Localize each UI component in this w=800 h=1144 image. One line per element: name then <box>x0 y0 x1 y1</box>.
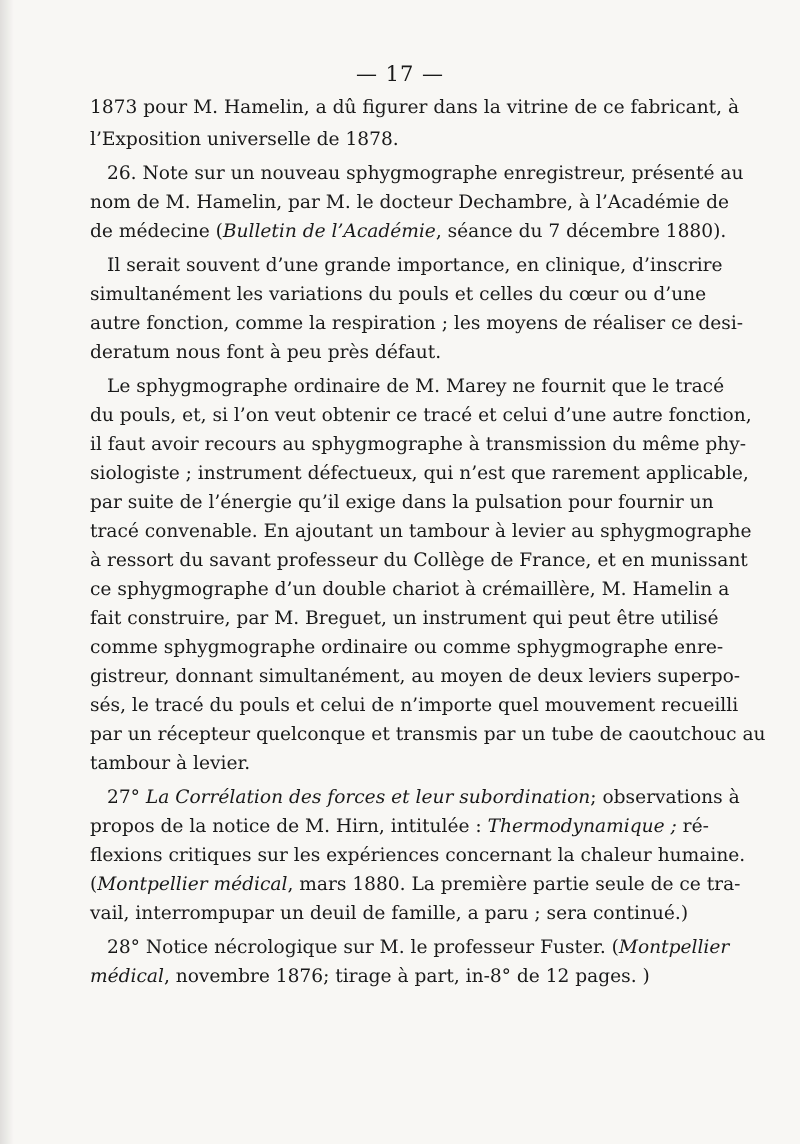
text-line: sés, le tracé du pouls et celui de n’importe quel mouvement recueilli <box>90 695 739 716</box>
text-line: fait construire, par M. Breguet, un instrument qui peut être utilisé <box>90 608 719 629</box>
text-line: nom de M. Hamelin, par M. le docteur Dechambre, à l’Académie de <box>90 192 729 213</box>
page-edge-shadow <box>0 0 14 1144</box>
text-line: tracé convenable. En ajoutant un tambour à levier au sphygmographe <box>90 521 752 542</box>
text-line: gistreur, donnant simultanément, au moyen de deux leviers superpo- <box>90 666 741 687</box>
paragraph-first-line: 26. Note sur un nouveau sphygmographe enregistreur, présenté au <box>107 163 744 184</box>
paragraph-first-line: 28° Notice nécrologique sur M. le professeur Fuster. (Montpellier <box>107 937 730 958</box>
text-line: autre fonction, comme la respiration ; les moyens de réaliser ce desi- <box>90 313 744 334</box>
text-line: à ressort du savant professeur du Collège de France, et en munissant <box>90 550 748 571</box>
text-line: 1873 pour M. Hamelin, a dû figurer dans la vitrine de ce fabricant, à <box>90 97 740 118</box>
text-line: flexions critiques sur les expériences concernant la chaleur humaine. <box>90 845 746 866</box>
text-line: il faut avoir recours au sphygmographe à transmission du même phy- <box>90 434 747 455</box>
text-line: deratum nous font à peu près défaut. <box>90 342 442 363</box>
text-line: médical, novembre 1876; tirage à part, in-8° de 12 pages. ) <box>90 966 650 987</box>
page-number: — 17 — <box>355 62 445 86</box>
text-line: par un récepteur quelconque et transmis par un tube de caoutchouc au <box>90 724 766 745</box>
text-line: l’Exposition universelle de 1878. <box>90 129 399 150</box>
text-line: propos de la notice de M. Hirn, intitulée : Thermodynamique ; ré- <box>90 816 709 837</box>
text-line: simultanément les variations du pouls et celles du cœur ou d’une <box>90 284 707 305</box>
text-line: comme sphygmographe ordinaire ou comme sphygmographe enre- <box>90 637 724 658</box>
text-line: (Montpellier médical, mars 1880. La première partie seule de ce tra- <box>90 874 741 895</box>
text-line: du pouls, et, si l’on veut obtenir ce tracé et celui d’une autre fonction, <box>90 405 752 426</box>
paragraph-first-line: Il serait souvent d’une grande importance, en clinique, d’inscrire <box>107 255 723 276</box>
text-line: de médecine (Bulletin de l’Académie, séance du 7 décembre 1880). <box>90 221 727 242</box>
text-line: vail, interrompupar un deuil de famille, a paru ; sera continué.) <box>90 903 689 924</box>
text-line: ce sphygmographe d’un double chariot à crémaillère, M. Hamelin a <box>90 579 730 600</box>
text-line: par suite de l’énergie qu’il exige dans la pulsation pour fournir un <box>90 492 714 513</box>
paragraph-first-line: Le sphygmographe ordinaire de M. Marey ne fournit que le tracé <box>107 376 725 397</box>
text-line: tambour à levier. <box>90 753 251 774</box>
text-line: siologiste ; instrument défectueux, qui n’est que rarement applicable, <box>90 463 749 484</box>
paragraph-first-line: 27° La Corrélation des forces et leur subordination; observations à <box>107 787 740 808</box>
